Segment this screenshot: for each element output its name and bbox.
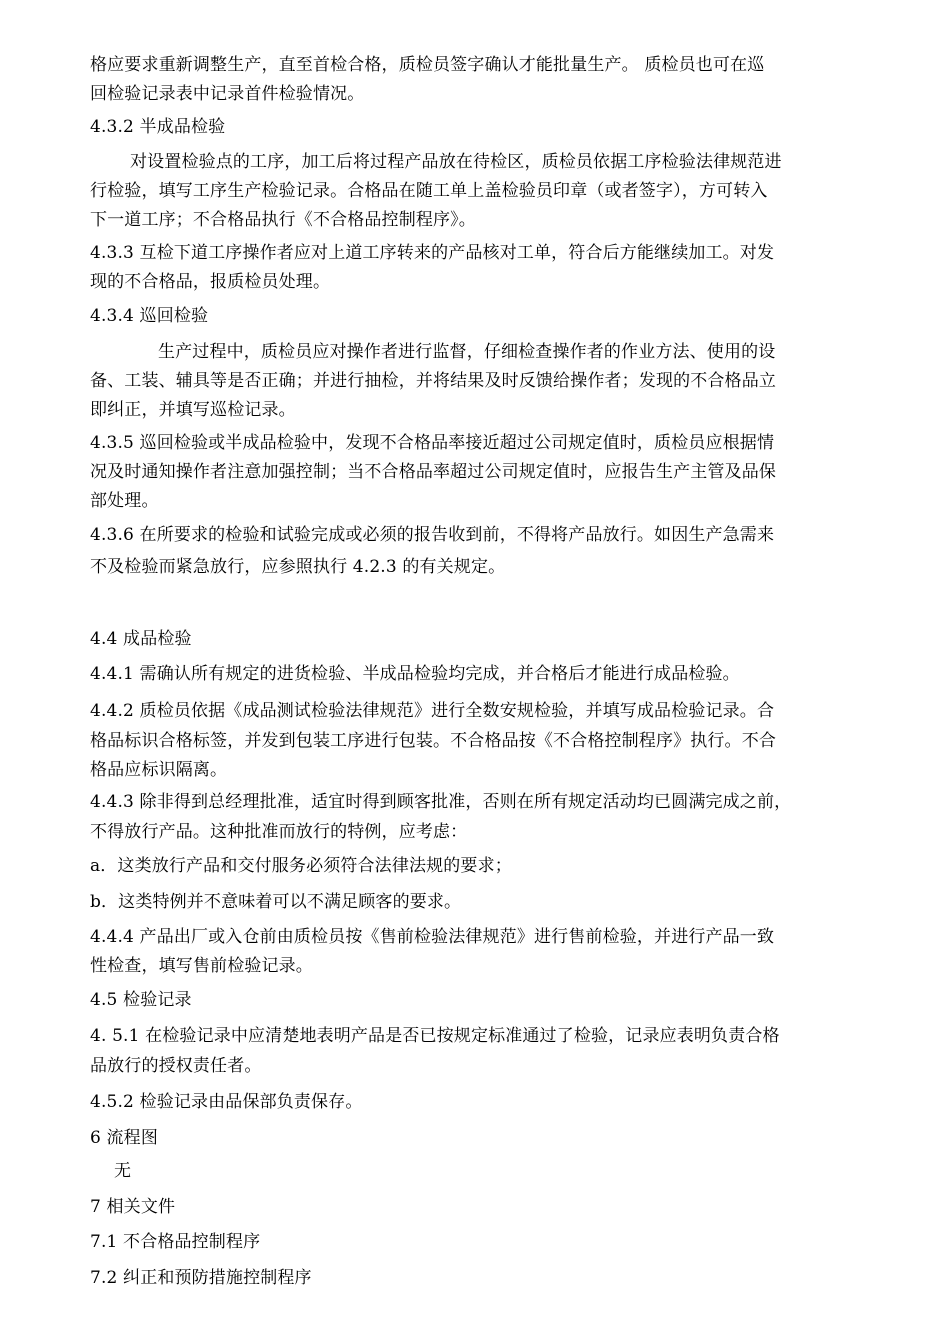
text-line: 无 xyxy=(114,1161,132,1181)
text-line: 4. 5.1 在检验记录中应清楚地表明产品是否已按规定标准通过了检验，记录应表明负责合格 xyxy=(90,1026,780,1046)
section-heading: 4.5 检验记录 xyxy=(90,990,192,1010)
text-line: 4.3.6 在所要求的检验和试验完成或必须的报告收到前，不得将产品放行。如因生产急需来 xyxy=(90,525,775,545)
text-line: 现的不合格品，报质检员处理。 xyxy=(90,272,331,292)
text-line: 况及时通知操作者注意加强控制；当不合格品率超过公司规定值时，应报告生产主管及品保 xyxy=(90,462,776,482)
text-line: 部处理。 xyxy=(90,491,159,511)
text-line: 品放行的授权责任者。 xyxy=(90,1056,262,1076)
text-line: 4.3.3 互检下道工序操作者应对上道工序转来的产品核对工单，符合后方能继续加工。对发 xyxy=(90,243,775,263)
text-line: 4.5.2 检验记录由品保部负责保存。 xyxy=(90,1092,363,1112)
list-item: a．这类放行产品和交付服务必须符合法律法规的要求； xyxy=(90,856,512,876)
list-item: 7.1 不合格品控制程序 xyxy=(90,1232,261,1252)
text-line: 不得放行产品。这种批准而放行的特例，应考虑： xyxy=(90,822,468,842)
text-line: 行检验，填写工序生产检验记录。合格品在随工单上盖检验员印章（或者签字），方可转入 xyxy=(90,181,768,201)
text-line: 格应要求重新调整生产，直至首检合格，质检员签字确认才能批量生产。 质检员也可在巡 xyxy=(90,55,765,75)
text-line: 4.4.1 需确认所有规定的进货检验、半成品检验均完成，并合格后才能进行成品检验。 xyxy=(90,664,740,684)
section-heading: 6 流程图 xyxy=(90,1128,158,1148)
section-heading: 7 相关文件 xyxy=(90,1197,176,1217)
text-line: 回检验记录表中记录首件检验情况。 xyxy=(90,84,365,104)
text-line: 4.4.4 产品出厂或入仓前由质检员按《售前检验法律规范》进行售前检验，并进行产品一致 xyxy=(90,927,775,947)
text-line: 4.4.3 除非得到总经理批准，适宜时得到顾客批准，否则在所有规定活动均已圆满完成之前， xyxy=(90,792,792,812)
text-line: 对设置检验点的工序，加工后将过程产品放在待检区，质检员依据工序检验法律规范进 xyxy=(130,152,782,172)
text-line: 备、工装、辅具等是否正确；并进行抽检，并将结果及时反馈给操作者；发现的不合格品立 xyxy=(90,371,776,391)
text-line: 即纠正，并填写巡检记录。 xyxy=(90,400,296,420)
text-line: 生产过程中，质检员应对操作者进行监督，仔细检查操作者的作业方法、使用的设 xyxy=(158,342,776,362)
list-item: 7.2 纠正和预防措施控制程序 xyxy=(90,1268,312,1288)
text-line: 不及检验而紧急放行，应参照执行 4.2.3 的有关规定。 xyxy=(90,557,506,577)
text-line: 4.3.5 巡回检验或半成品检验中，发现不合格品率接近超过公司规定值时，质检员应根据情 xyxy=(90,433,775,453)
text-line: 性检查，填写售前检验记录。 xyxy=(90,956,313,976)
text-line: 4.4.2 质检员依据《成品测试检验法律规范》进行全数安规检验，并填写成品检验记录。合 xyxy=(90,701,775,721)
section-heading: 4.3.2 半成品检验 xyxy=(90,117,226,137)
text-line: 下一道工序；不合格品执行《不合格品控制程序》。 xyxy=(90,210,476,230)
section-heading: 4.4 成品检验 xyxy=(90,629,192,649)
text-line: 格品标识合格标签，并发到包装工序进行包装。不合格品按《不合格控制程序》执行。不合 xyxy=(90,731,776,751)
text-line: 格品应标识隔离。 xyxy=(90,760,228,780)
section-heading: 4.3.4 巡回检验 xyxy=(90,306,209,326)
list-item: b．这类特例并不意味着可以不满足顾客的要求。 xyxy=(90,892,462,912)
